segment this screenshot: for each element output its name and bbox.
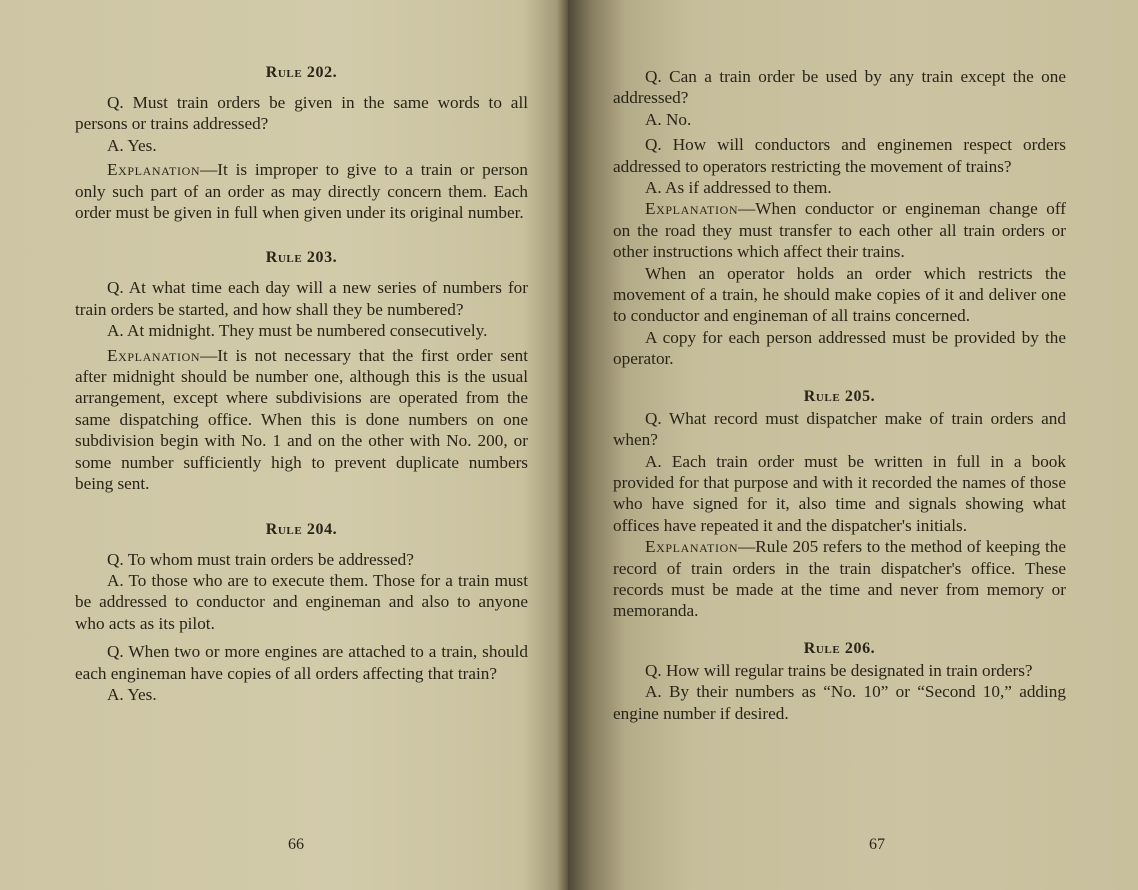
rule-204-answer-2: A. Yes. — [107, 684, 157, 704]
rule-202-explanation — [75, 159, 528, 223]
rule-206-title: Rule 206. — [803, 639, 876, 657]
explanation-text: —It is improper to give to a train or person only such part of an order as may directly concern them. Each order must be given in full when given under its original number. — [75, 160, 528, 223]
rule-203-explanation — [75, 345, 528, 495]
rule-206-question: Q. How will regular trains be designated in train orders? — [645, 660, 1033, 680]
explanation-label: Explanation — [107, 160, 201, 180]
left-page — [0, 0, 568, 890]
rule-205-title: Rule 205. — [803, 387, 876, 405]
rule-204-answer-1: A. To those who are to execute them. Those for a train must be addressed to conductor and engineman and also to anyone who acts as its pilot. — [75, 570, 528, 633]
right-page — [568, 0, 1138, 890]
rule-204-cont-paragraph-2: When an operator holds an order which restricts the movement of a train, he should make copies of it and deliver one to conductor and engineman of all trains concerned. — [613, 263, 1066, 326]
rule-203-title: Rule 203. — [265, 249, 338, 267]
rule-204-question-2: Q. When two or more engines are attached to a train, should each engineman have copies of all orders affecting that train? — [75, 642, 528, 683]
rule-202-answer: A. Yes. — [107, 135, 157, 155]
explanation-label: Explanation — [645, 199, 739, 219]
rule-204-title: Rule 204. — [265, 520, 338, 538]
rule-204-cont-answer-2: A. As if addressed to them. — [645, 178, 832, 198]
rule-202-title: Rule 202. — [265, 64, 338, 81]
rule-204-cont-paragraph-3: A copy for each person addressed must be provided by the operator. — [613, 327, 1066, 369]
explanation-label: Explanation — [645, 537, 739, 557]
explanation-text: —When conductor or engineman change off on the road they must transfer to each other all train orders or other instructions which affect their trains. — [613, 199, 1066, 262]
rule-205-question: Q. What record must dispatcher make of train orders and when? — [613, 408, 1066, 450]
rule-204-cont-answer-1: A. No. — [645, 109, 692, 129]
rule-203-answer: A. At midnight. They must be numbered consecutively. — [107, 321, 488, 341]
rule-205-answer: A. Each train order must be written in full in a book provided for that purpose and with it recorded the names of those who have signed for it, also time and signals showing what offices have repeated it and the dispatcher's initials. — [613, 451, 1066, 535]
rule-204-cont-question-2: Q. How will conductors and enginemen respect orders addressed to operators restricting the movement of trains? — [613, 135, 1066, 176]
rule-204-cont-question-1: Q. Can a train order be used by any train except the one addressed? — [613, 67, 1066, 108]
rule-202-question: Q. Must train orders be given in the same words to all persons or trains addressed? — [75, 93, 528, 134]
page-number-right: 67 — [869, 836, 885, 853]
rule-206-answer: A. By their numbers as “No. 10” or “Second 10,” adding engine number if desired. — [613, 682, 1066, 723]
explanation-text: —Rule 205 refers to the method of keeping the record of train orders in the train dispatcher's office. These records must be made at the time and never from memory or memoranda. — [613, 537, 1066, 621]
explanation-label: Explanation — [107, 345, 201, 365]
rule-203-question: Q. At what time each day will a new series of numbers for train orders be started, and how shall they be numbered? — [75, 278, 528, 319]
rule-205-explanation — [613, 536, 1066, 622]
explanation-text: —It is not necessary that the first order sent after midnight should be number one, although this is the usual arrangement, except where subdivisions are operated from the same dispatching office. When this is done numbers on one subdivision begin with No. 1 and on the other with No. 200, or some number sufficiently high to prevent duplicate numbers being sent. — [75, 345, 528, 494]
page-number-left: 66 — [288, 836, 304, 853]
rule-204-question-1: Q. To whom must train orders be addressed? — [107, 549, 414, 569]
rule-204-cont-explanation — [613, 198, 1066, 262]
